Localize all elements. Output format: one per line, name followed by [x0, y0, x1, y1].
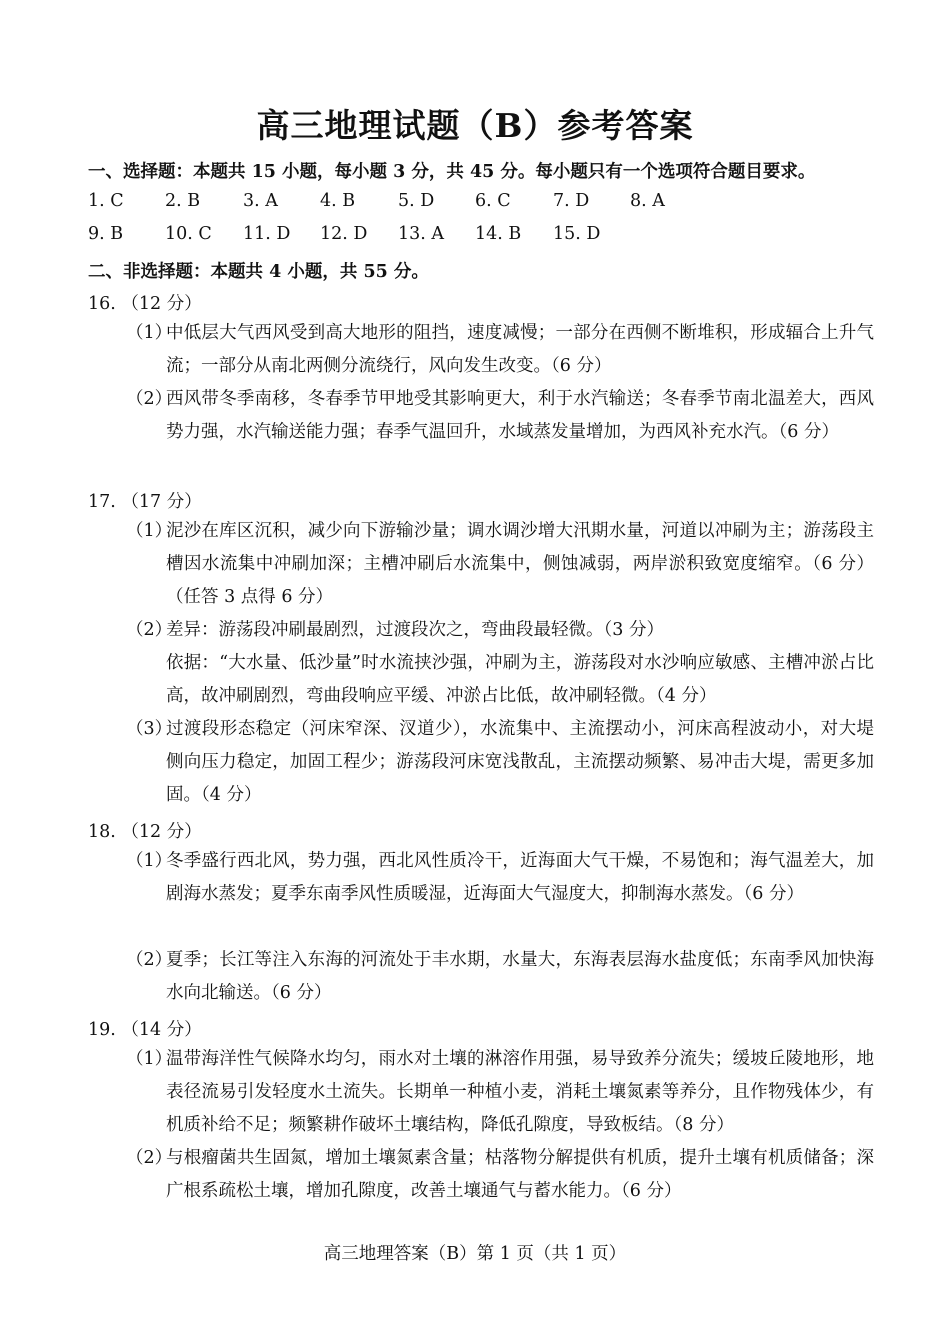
question-17-part-3 [126, 713, 874, 813]
part-text: 温带海洋性气候降水均匀，雨水对土壤的淋溶作用强，易导致养分流失；缓坡丘陵地形，地表径流易引发轻度水土流失。长期单一种植小麦，消耗土壤氮素等养分，且作物残体少，有机质补给不足；频繁耕作破坏土壤结构，降低孔隙度，导致板结。（8 分） [166, 1049, 874, 1136]
part-text: 中低层大气西风受到高大地形的阻挡，速度减慢；一部分在西侧不断堆积，形成辐合上升气流；一部分从南北两侧分流绕行，风向发生改变。（6 分） [166, 323, 874, 377]
question-16-head: 16. （12 分） [88, 294, 202, 314]
part-text: 西风带冬季南移，冬春季节甲地受其影响更大，利于水汽输送；冬春季节南北温差大，西风势力强，水汽输送能力强；春季气温回升，水域蒸发量增加，为西风补充水汽。（6 分） [166, 389, 874, 443]
mc-answer: 13. A [398, 224, 445, 244]
mc-answer: 4. B [320, 191, 356, 211]
question-18-head: 18. （12 分） [88, 822, 202, 842]
part-text: 差异：游荡段冲刷最剧烈，过渡段次之，弯曲段最轻微。（3 分） [166, 620, 664, 640]
mc-answer: 6. C [475, 191, 511, 211]
mc-answer: 12. D [320, 224, 368, 244]
question-17-part-2-basis [126, 647, 874, 713]
mc-answer: 5. D [398, 191, 435, 211]
question-16-part-1 [126, 317, 874, 383]
page-footer: 高三地理答案（B）第 1 页（共 1 页） [323, 1244, 627, 1264]
mc-answer: 2. B [165, 191, 201, 211]
question-19-head: 19. （14 分） [88, 1020, 202, 1040]
part-text: 与根瘤菌共生固氮，增加土壤氮素含量；枯落物分解提供有机质，提升土壤有机质储备；深广根系疏松土壤，增加孔隙度，改善土壤通气与蓄水能力。（6 分） [166, 1148, 874, 1202]
mc-answer: 3. A [243, 191, 278, 211]
mc-answer: 15. D [553, 224, 601, 244]
part-label: （2） [126, 1148, 173, 1168]
question-18-part-1 [126, 845, 874, 911]
mc-answer: 7. D [553, 191, 590, 211]
section-heading-nonchoice: 二、非选择题：本题共 4 小题，共 55 分。 [88, 262, 429, 282]
section-heading-choice: 一、选择题：本题共 15 小题，每小题 3 分，共 45 分。每小题只有一个选项符合题目要求。 [88, 162, 816, 182]
part-text: 泥沙在库区沉积，减少向下游输沙量；调水调沙增大汛期水量，河道以冲刷为主；游荡段主槽因水流集中冲刷加深；主槽冲刷后水流集中，侧蚀减弱，两岸淤积致宽度缩窄。（6 分）（任答 3 点得 6 分） [166, 521, 874, 608]
question-17-part-1 [126, 515, 874, 615]
part-label: （3） [126, 719, 173, 739]
part-label: （2） [126, 620, 173, 640]
part-label: （2） [126, 950, 173, 970]
part-label: （1） [126, 521, 173, 541]
part-text: 过渡段形态稳定（河床窄深、汊道少），水流集中、主流摆动小，河床高程波动小，对大堤侧向压力稳定，加固工程少；游荡段河床宽浅散乱，主流摆动频繁、易冲击大堤，需更多加固。（4 分） [166, 719, 874, 806]
part-label: （1） [126, 1049, 173, 1069]
mc-answer: 11. D [243, 224, 291, 244]
part-text: 夏季；长江等注入东海的河流处于丰水期，水量大，东海表层海水盐度低；东南季风加快海水向北输送。（6 分） [166, 950, 874, 1004]
part-label: （1） [126, 323, 173, 343]
question-19-part-2 [126, 1142, 874, 1208]
part-text: 冬季盛行西北风，势力强，西北风性质冷干，近海面大气干燥，不易饱和；海气温差大，加剧海水蒸发；夏季东南季风性质暖湿，近海面大气湿度大，抑制海水蒸发。（6 分） [166, 851, 874, 905]
question-16-part-2 [126, 383, 874, 449]
page-title: 高三地理试题（B）参考答案 [256, 106, 694, 145]
mc-answer: 14. B [475, 224, 522, 244]
question-17-head: 17. （17 分） [88, 492, 202, 512]
mc-answer: 8. A [630, 191, 665, 211]
question-17-part-2 [126, 614, 874, 647]
mc-answer: 9. B [88, 224, 124, 244]
mc-answer: 1. C [88, 191, 124, 211]
part-label: （2） [126, 389, 173, 409]
part-label: （1） [126, 851, 173, 871]
question-18-part-2 [126, 944, 874, 1010]
question-19-part-1 [126, 1043, 874, 1143]
part-text: 依据：“大水量、低沙量”时水流挟沙强，冲刷为主，游荡段对水沙响应敏感、主槽冲淤占比高，故冲刷剧烈，弯曲段响应平缓、冲淤占比低，故冲刷轻微。（4 分） [166, 653, 874, 707]
mc-answer: 10. C [165, 224, 212, 244]
